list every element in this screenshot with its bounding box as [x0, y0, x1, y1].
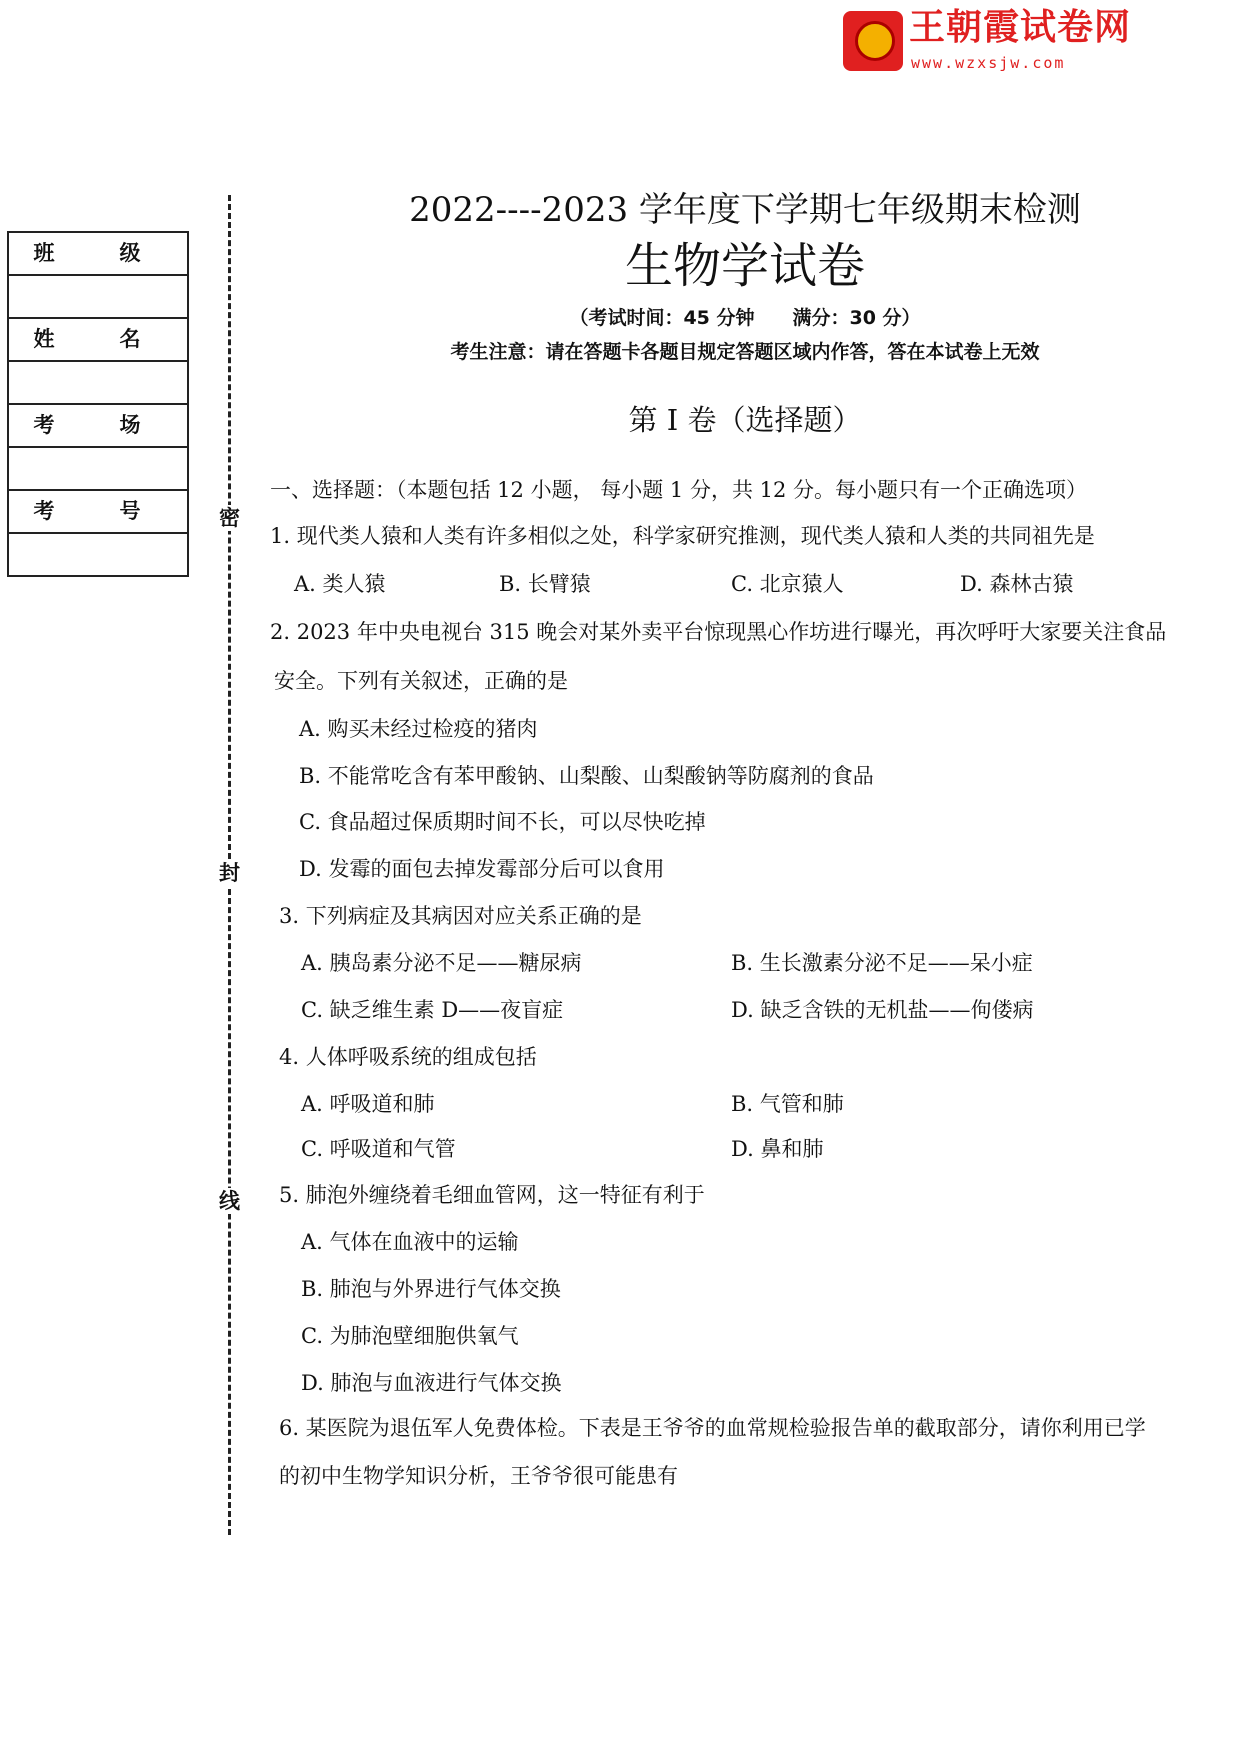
- logo-name: 王朝霞试卷网: [909, 7, 1132, 48]
- q5-option-b: B. 肺泡与外界进行气体交换: [301, 1277, 561, 1301]
- q1-option-a: A. 类人猿: [294, 572, 386, 596]
- q4-option-c: C. 呼吸道和气管: [301, 1137, 456, 1161]
- question-2: 2. 2023 年中央电视台 315 晚会对某外卖平台惊现黑心作坊进行曝光，再次呼吁大家要关注食品: [270, 620, 1167, 644]
- logo-badge-icon: [843, 11, 903, 71]
- exam-info: （考试时间：45 分钟 满分：30 分）: [569, 307, 921, 329]
- question-2-cont: 安全。下列有关叙述，正确的是: [274, 669, 568, 693]
- q2-option-d: D. 发霉的面包去掉发霉部分后可以食用: [299, 857, 665, 881]
- part-title: 第 I 卷（选择题）: [628, 403, 862, 437]
- seal-char-xian: 线: [219, 1188, 240, 1213]
- question-4: 4. 人体呼吸系统的组成包括: [279, 1045, 537, 1069]
- q2-option-a: A. 购买未经过检疫的猪肉: [299, 717, 538, 741]
- question-6-cont: 的初中生物学知识分析，王爷爷很可能患有: [279, 1464, 678, 1488]
- q3-option-a: A. 胰岛素分泌不足——糖尿病: [301, 951, 582, 975]
- logo-url: www.wzxsjw.com: [911, 54, 1066, 72]
- section-heading: 一、选择题：（本题包括 12 小题， 每小题 1 分，共 12 分。每小题只有一个正确选项）: [270, 478, 1088, 502]
- label-number: 考 号: [9, 491, 187, 534]
- exam-title: 2022----2023 学年度下学期七年级期末检测: [409, 190, 1081, 230]
- seal-char-mi: 密: [219, 505, 240, 530]
- q4-option-a: A. 呼吸道和肺: [301, 1092, 435, 1116]
- q3-option-b: B. 生长激素分泌不足——呆小症: [731, 951, 1033, 975]
- question-5: 5. 肺泡外缠绕着毛细血管网，这一特征有利于: [279, 1183, 705, 1207]
- q5-option-d: D. 肺泡与血液进行气体交换: [301, 1371, 562, 1395]
- question-6: 6. 某医院为退伍军人免费体检。下表是王爷爷的血常规检验报告单的截取部分，请你利用已学: [279, 1416, 1146, 1440]
- field-name: [9, 362, 187, 405]
- q5-option-c: C. 为肺泡壁细胞供氧气: [301, 1324, 519, 1348]
- q1-option-d: D. 森林古猿: [960, 572, 1074, 596]
- q1-option-b: B. 长臂猿: [499, 572, 591, 596]
- q4-option-b: B. 气管和肺: [731, 1092, 844, 1116]
- site-logo: [843, 8, 1173, 76]
- field-room: [9, 448, 187, 491]
- q2-option-c: C. 食品超过保质期时间不长，可以尽快吃掉: [299, 810, 706, 834]
- subject-title: 生物学试卷: [624, 238, 865, 294]
- label-class: 班 级: [9, 233, 187, 276]
- question-1: 1. 现代类人猿和人类有许多相似之处，科学家研究推测，现代类人猿和人类的共同祖先是: [270, 524, 1095, 548]
- q3-option-c: C. 缺乏维生素 D——夜盲症: [301, 998, 564, 1022]
- q2-option-b: B. 不能常吃含有苯甲酸钠、山梨酸、山梨酸钠等防腐剂的食品: [299, 764, 874, 788]
- label-room: 考 场: [9, 405, 187, 448]
- seal-char-feng: 封: [219, 860, 240, 885]
- field-number: [9, 534, 187, 575]
- question-3: 3. 下列病症及其病因对应关系正确的是: [279, 904, 642, 928]
- exam-notice: 考生注意：请在答题卡各题目规定答题区域内作答，答在本试卷上无效: [450, 341, 1040, 363]
- q1-option-c: C. 北京猿人: [731, 572, 844, 596]
- q5-option-a: A. 气体在血液中的运输: [301, 1230, 519, 1254]
- q3-option-d: D. 缺乏含铁的无机盐——佝偻病: [731, 998, 1034, 1022]
- label-name: 姓 名: [9, 319, 187, 362]
- q4-option-d: D. 鼻和肺: [731, 1137, 824, 1161]
